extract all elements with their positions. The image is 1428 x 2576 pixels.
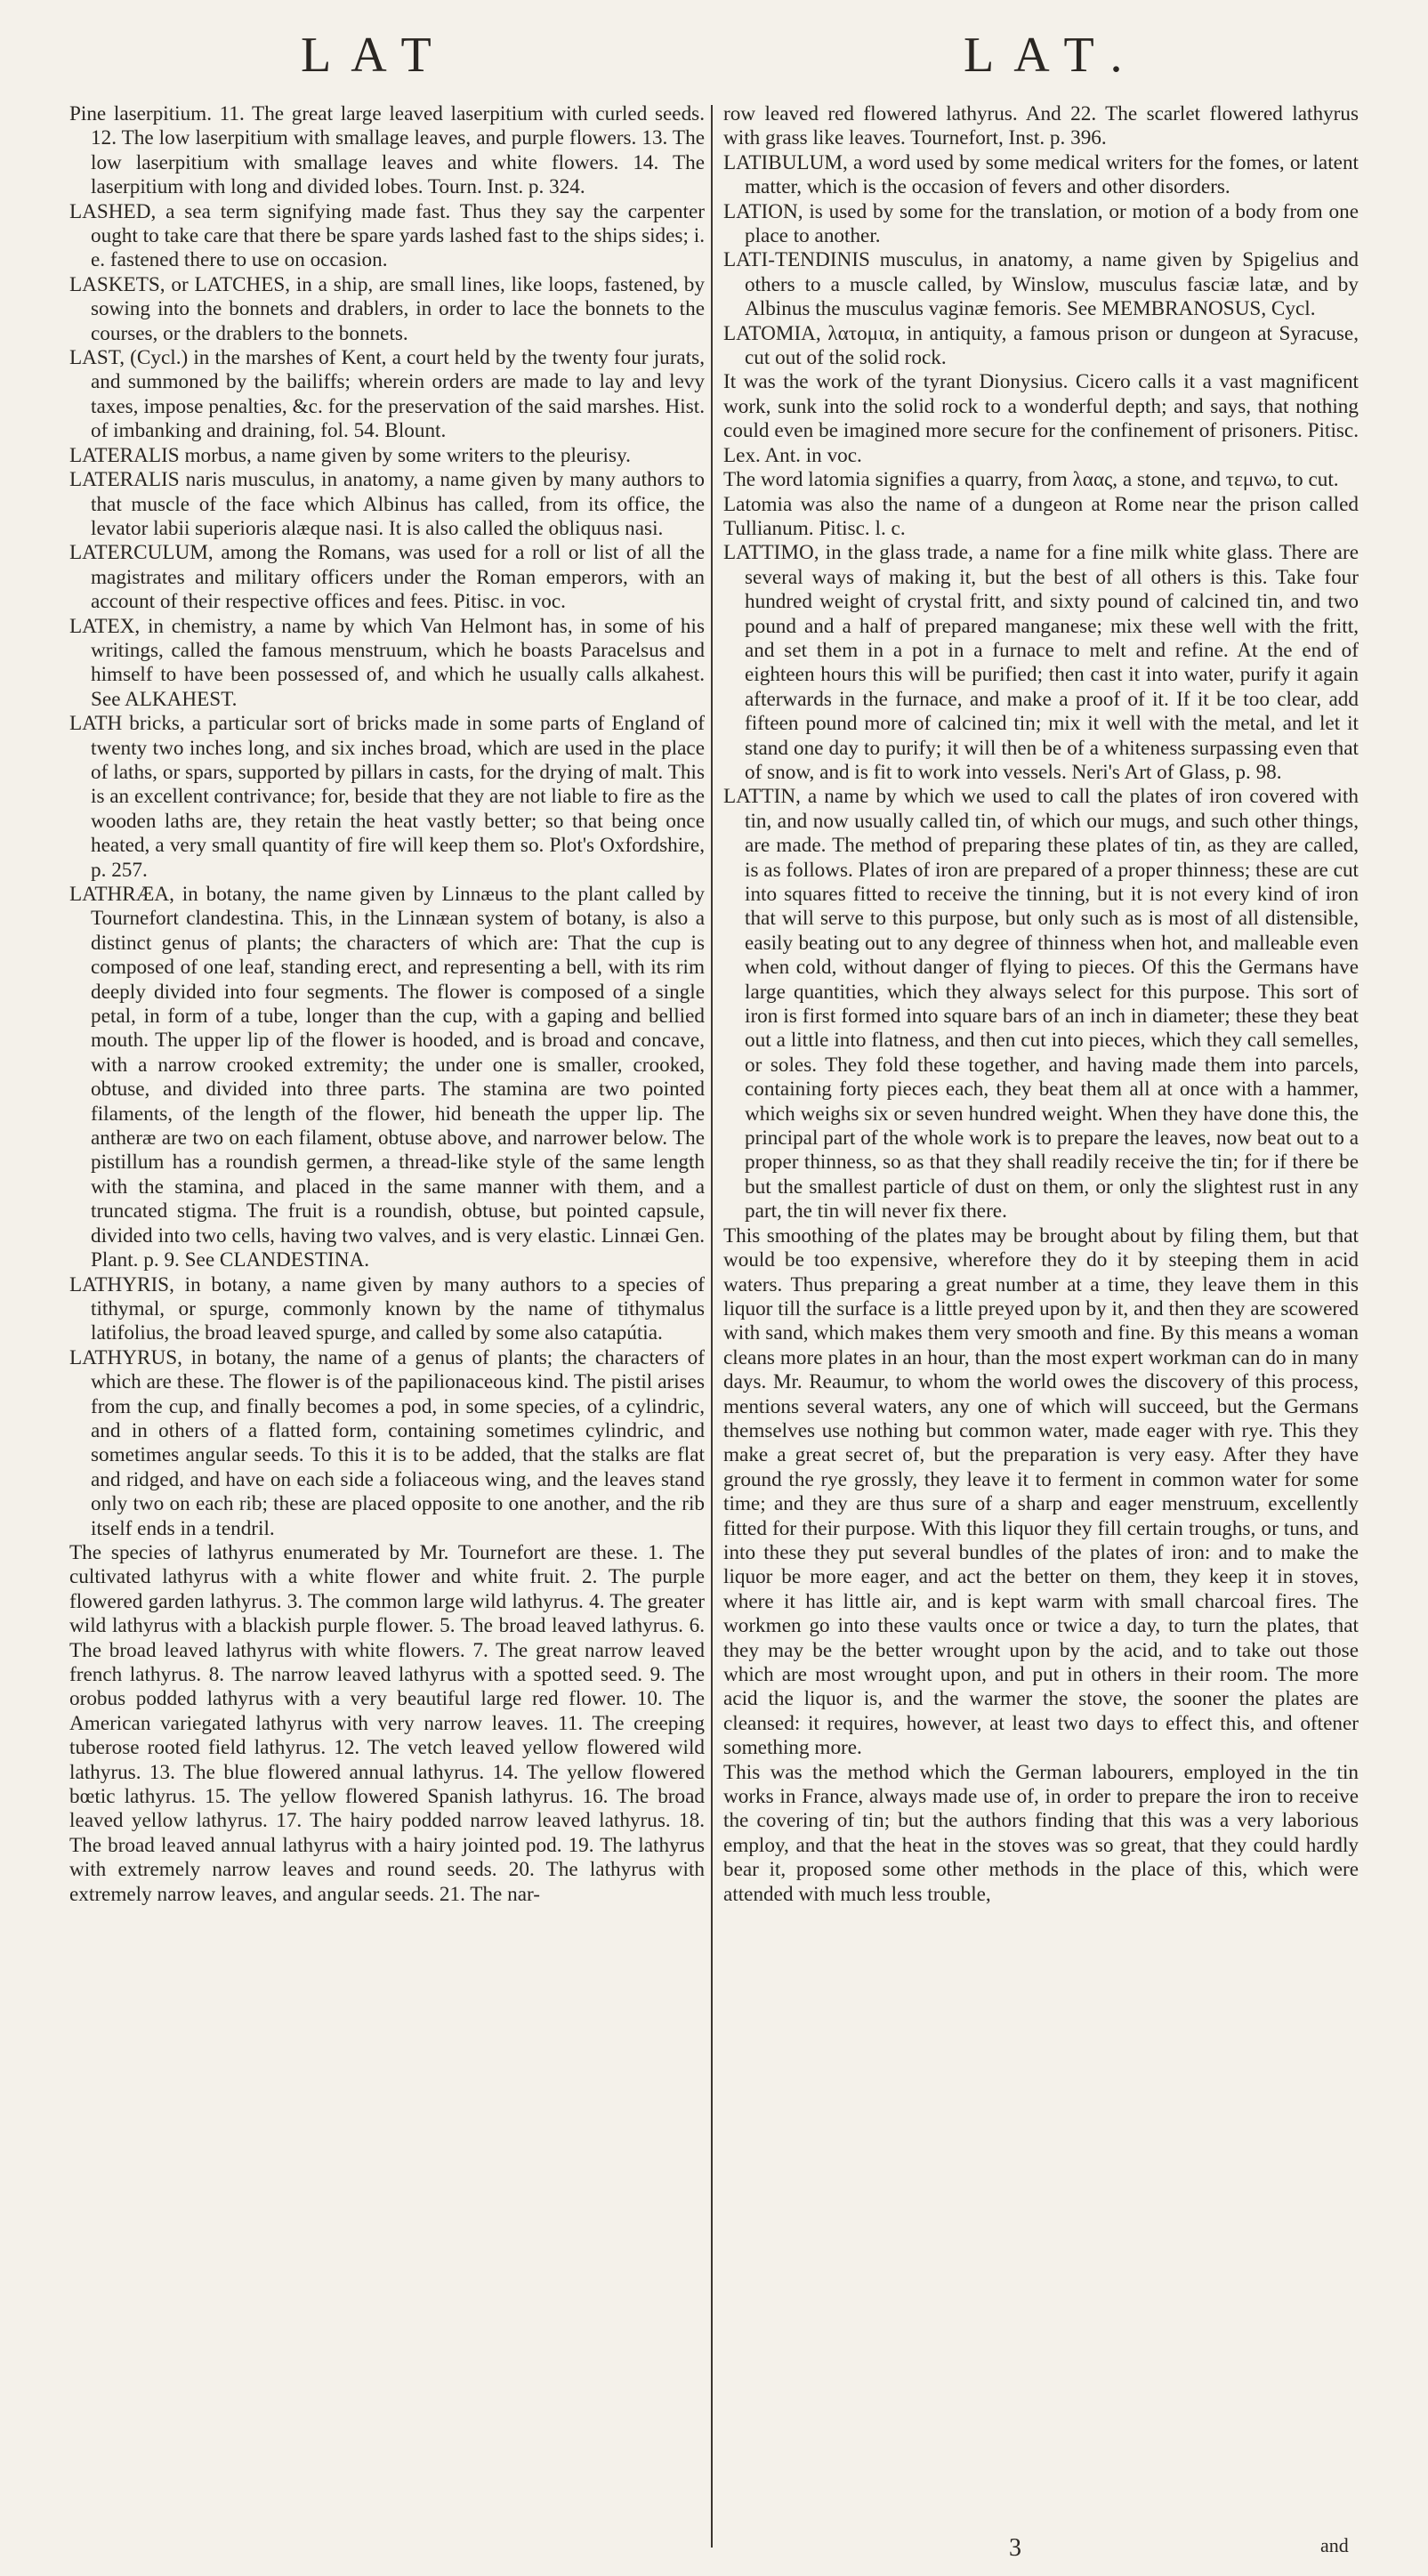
dictionary-entry: LASHED, a sea term signifying made fast. Thus they say the carpenter ought to take care that there be spare yards lashed fast to the ships sides; i. e. fastened there to use on occasion.: [69, 199, 705, 272]
column-rule: [711, 105, 713, 2548]
dictionary-entry: This smoothing of the plates may be brought about by filing them, but that would be too expensive, wherefore they do it by steeping them in acid waters. Thus preparing a great number at a time, they leave them in this liquor till the surface is a little preyed upon by it, and then they are scowered with sand, which makes them very smooth and fine. By this means a woman cleans more plates in an hour, than the most expert workman can do in many days. Mr. Reaumur, to whom the world owes the discovery of this process, mentions several waters, any one of which will succeed, but the Germans themselves use nothing but common water, made eager with rye. This they make a great secret of, but the preparation is very easy. After they have ground the rye grossly, they leave it to ferment in common water for some time; and they are thus sure of a sharp and eager menstruum, excellently fitted for their purpose. With this liquor they fill certain troughs, or tuns, and into these they put several bundles of the plates of iron: and to make the liquor be more eager, and act the better on them, they keep it in stoves, where it has little air, and is kept warm with small charcoal fires. The workmen go into these vaults once or twice a day, to turn the plates, that they may be the better wrought upon by the acid, and to take out those which are most wrought upon, and put in others in their room. The more acid the liquor is, and the warmer the stove, the sooner the plates are cleansed: it requires, however, at least two days to effect this, and oftener something more.: [723, 1223, 1359, 1760]
dictionary-entry: Pine laserpitium. 11. The great large leaved laserpitium with curled seeds. 12. The low laserpitium with smallage leaves, and purple flowers. 13. The low laserpitium with smallage leaves and white flowers. 14. The laserpitium with long and divided lobes. Tourn. Inst. p. 324.: [69, 102, 705, 199]
page-footer: [0, 2534, 1428, 2570]
dictionary-entry: LATHYRIS, in botany, a name given by many authors to a species of tithymal, or spurge, commonly known by the name of tithymalus latifolius, the broad leaved spurge, and called by some also catapútia.: [69, 1272, 705, 1345]
dictionary-entry: LATHRÆA, in botany, the name given by Linnæus to the plant called by Tournefort clandestina. This, in the Linnæan system of botany, is also a distinct genus of plants; the characters of which are: That the cup is composed of one leaf, standing erect, and representing a bell, with its rim deeply divided into four segments. The flower is composed of a single petal, in form of a tube, longer than the cup, with a gaping and bellied mouth. The upper lip of the flower is hooded, and is broad and concave, with a narrow crooked extremity; the under one is smaller, crooked, obtuse, and divided into three parts. The stamina are two pointed filaments, of the length of the flower, hid beneath the upper lip. The antheræ are two on each filament, obtuse above, and narrower below. The pistillum has a roundish germen, a thread-like style of the same length with the stamina, and placed in the same manner with them, and a truncated stigma. The fruit is a roundish, obtuse, but pointed capsule, divided into two cells, having two valves, and is very elastic. Linnæi Gen. Plant. p. 9. See CLANDESTINA.: [69, 883, 705, 1272]
header-left: LAT: [301, 28, 451, 83]
dictionary-entry: LATEX, in chemistry, a name by which Van Helmont has, in some of his writings, called the famous menstruum, which he boasts Paracelsus and himself to have been possessed of, and which he usually calls alkahest. See ALKAHEST.: [69, 614, 705, 711]
left-column: [69, 102, 705, 2540]
dictionary-entry: row leaved red flowered lathyrus. And 22. The scarlet flowered lathyrus with grass like leaves. Tournefort, Inst. p. 396.: [723, 102, 1359, 150]
dictionary-entry: This was the method which the German labourers, employed in the tin works in France, always made use of, in order to prepare the iron to receive the covering of tin; but the authors finding that this was a very laborious employ, and that the heat in the stoves was so great, that they could hardly bear it, proposed some other methods in the place of this, which were attended with much less trouble,: [723, 1760, 1359, 1906]
dictionary-entry: LATERALIS naris musculus, in anatomy, a name given by many authors to that muscle of the face which Albinus has called, from its office, the levator labii superioris alæque nasi. It is also called the obliquus nasi.: [69, 468, 705, 540]
dictionary-entry: LATIBULUM, a word used by some medical writers for the fomes, or latent matter, which is the occasion of fevers and other disorders.: [723, 150, 1359, 199]
dictionary-entry: LATTIN, a name by which we used to call the plates of iron covered with tin, and now usually called tin, of which our mugs, and such other things, are made. The method of preparing these plates of tin, as they are called, is as follows. Plates of iron are prepared of a proper thinness; these are cut into squares fitted to receive the tinning, but it is not every kind of iron that will serve to this purpose, but only such as is most of all distensible, easily beating out to any degree of thinness when hot, and malleable even when cold, without danger of flying to pieces. Of this the Germans have large quantities, which they always select for this purpose. This sort of iron is first formed into square bars of an inch in diameter; these they beat out a little into flatness, and then cut into pieces, which they call semelles, or soles. They fold these together, and having made them into parcels, containing forty pieces each, they beat them all at once with a hammer, which weighs six or seven hundred weight. When they have done this, the principal part of the whole work is to prepare the leaves, now beat out to a proper thinness, so as that they shall readily receive the tin; for if there be but the smallest particle of dust on them, or only the slightest rust in any part, the tin will never fix there.: [723, 785, 1359, 1223]
header-right: LAT.: [964, 28, 1142, 83]
page-number: 3: [1009, 2534, 1021, 2562]
dictionary-entry: The word latomia signifies a quarry, from λαας, a stone, and τεμνω, to cut.: [723, 468, 1339, 492]
dictionary-entry: LATH bricks, a particular sort of bricks made in some parts of England of twenty two inches long, and six inches broad, which are used in the place of laths, or spars, supported by pillars in casts, for the drying of malt. This is an excellent contrivance; for, beside that they are not liable to fire as the wooden laths are, they retain the heat vastly better; so that being once heated, a very small quantity of fire will keep them so. Plot's Oxfordshire, p. 257.: [69, 712, 705, 882]
right-column: [723, 102, 1359, 2540]
dictionary-entry: LAST, (Cycl.) in the marshes of Kent, a court held by the twenty four jurats, and summoned by the bailiffs; wherein orders are made to lay and levy taxes, impose penalties, &c. for the preservation of the said marshes. Hist. of imbanking and draining, fol. 54. Blount.: [69, 346, 705, 443]
dictionary-entry: LATTIMO, in the glass trade, a name for a fine milk white glass. There are several ways of making it, but the best of all others is this. Take four hundred weight of crystal fritt, and sixty pound of calcined tin, and two pound and a half of prepared manganese; mix these well with the fritt, and set them in a pot in a furnace to melt and refine. At the end of eighteen hours this will be purified; then cast it into water, purify it again afterwards in the furnace, and make a proof of it. If it be too clear, add fifteen pound more of calcined tin; mix it well with the metal, and let it stand one day to purify; it will then be of a whiteness surpassing even that of snow, and is fit to work into vessels. Neri's Art of Glass, p. 98.: [723, 541, 1359, 784]
dictionary-entry: LASKETS, or LATCHES, in a ship, are small lines, like loops, fastened, by sowing into the bonnets and drablers, in order to lace the bonnets to the courses, or the drablers to the bonnets.: [69, 272, 705, 345]
running-header: [0, 27, 1428, 89]
dictionary-entry: LATOMIA, λατομια, in antiquity, a famous prison or dungeon at Syracuse, cut out of the solid rock.: [723, 321, 1359, 370]
dictionary-entry: LATERALIS morbus, a name given by some writers to the pleurisy.: [69, 443, 631, 467]
dictionary-entry: LATERCULUM, among the Romans, was used for a roll or list of all the magistrates and military officers under the Roman emperors, with an account of their respective offices and fees. Pitisc. in voc.: [69, 541, 705, 614]
catchword: and: [1320, 2534, 1349, 2556]
dictionary-entry: LATION, is used by some for the translation, or motion of a body from one place to another.: [723, 199, 1359, 248]
dictionary-entry: LATHYRUS, in botany, the name of a genus of plants; the characters of which are these. The flower is of the papilionaceous kind. The pistil arises from the cup, and finally becomes a pod, in some species, of a cylindric, and in others of a flatted form, containing sometimes cylindric, and sometimes angular seeds. To this it is to be added, that the stalks are flat and ridged, and have on each side a foliaceous wing, and the leaves stand only two on each rib; these are placed opposite to one another, and the rib itself ends in a tendril.: [69, 1345, 705, 1540]
dictionary-entry: LATI-TENDINIS musculus, in anatomy, a name given by Spigelius and others to a muscle called, by Winslow, musculus fasciæ latæ, and by Albinus the musculus vaginæ femoris. See MEMBRANOSUS, Cycl.: [723, 248, 1359, 321]
dictionary-entry: It was the work of the tyrant Dionysius. Cicero calls it a vast magnificent work, sunk into the solid rock to a wonderful depth; and says, that nothing could even be imagined more secure for the confinement of prisoners. Pitisc. Lex. Ant. in voc.: [723, 370, 1359, 467]
dictionary-entry: Latomia was also the name of a dungeon at Rome near the prison called Tullianum. Pitisc. l. c.: [723, 492, 1359, 540]
dictionary-entry: The species of lathyrus enumerated by Mr. Tournefort are these. 1. The cultivated lathyrus with a white flower and white fruit. 2. The purple flowered garden lathyrus. 3. The common large wild lathyrus. 4. The greater wild lathyrus with a blackish purple flower. 5. The broad leaved lathyrus. 6. The broad leaved lathyrus with white flowers. 7. The great narrow leaved french lathyrus. 8. The narrow leaved lathyrus with a spotted seed. 9. The orobus podded lathyrus with a very beautiful large red flower. 10. The American variegated lathyrus with very narrow leaves. 11. The creeping tuberose rooted field lathyrus. 12. The vetch leaved yellow flowered wild lathyrus. 13. The blue flowered annual lathyrus. 14. The yellow flowered bœtic lathyrus. 15. The yellow flowered Spanish lathyrus. 16. The broad leaved yellow lathyrus. 17. The hairy podded narrow leaved lathyrus. 18. The broad leaved annual lathyrus with a hairy jointed pod. 19. The lathyrus with extremely narrow leaves and round seeds. 20. The lathyrus with extremely narrow leaves, and angular seeds. 21. The nar-: [69, 1540, 705, 1906]
